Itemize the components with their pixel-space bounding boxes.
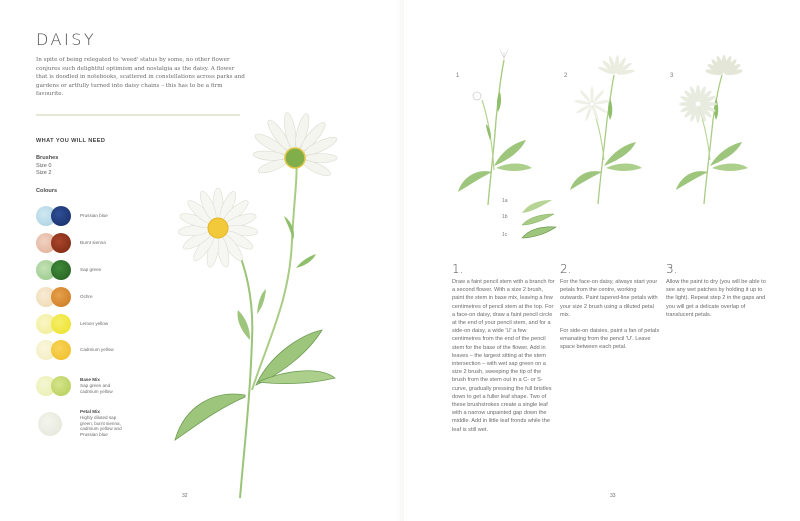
what-you-need-heading: WHAT YOU WILL NEED [36, 138, 106, 144]
mix-description: Highly diluted sap green, burnt sienna, cadmium yellow and Prussian blue [80, 414, 122, 438]
page-number: 32 [182, 493, 188, 499]
step-2-paragraph-2: For side-on daisies, paint a fan of petals emanating from the pencil 'U'. Leave space between each petal. [560, 328, 660, 351]
step-illustrations [404, 0, 800, 240]
colour-label: Cadmium yellow [80, 347, 114, 352]
colour-label: Ochre [80, 294, 93, 299]
mix-name: Base Mix [80, 377, 100, 382]
step-2-text [560, 278, 662, 352]
mix-name: Petal Mix [80, 409, 100, 414]
step-3-number: 3. [666, 262, 678, 276]
step-1-number: 1. [452, 262, 464, 276]
step1-plant [458, 50, 532, 205]
illustration-label-3: 3 [670, 73, 674, 79]
step-2-paragraph-1: For the face-on daisy, always start your petals from the centre, working outwards. Paint tapered-line petals with your size 2 brush using a diluted petal mix. [560, 279, 658, 318]
illustration-label-2: 2 [564, 73, 568, 79]
colour-label: Lemon yellow [80, 321, 109, 326]
brushes-heading: Brushes [36, 155, 59, 161]
illustration-label-1a: 1a [502, 198, 508, 204]
step2-plant [570, 55, 642, 204]
step3-plant [676, 55, 748, 204]
brush-item: Size 2 [36, 170, 52, 177]
colours-heading: Colours [36, 188, 58, 194]
step-1-text: Draw a faint pencil stem with a branch for a second flower. With a size 2 brush, paint the stem in base mix, leaving a few centimetres of pencil stem at the top. For a face-on daisy, draw a faint pencil circle at the end of your pencil stem, and for a side-on daisy, a wide 'U' a few centimetres from the end of the pencil stem for the base of the flower. Add in leaves – the largest sitting at the stem intersection – with wet sap green on a size 2 brush, sweeping the tip of the brush from the stem out in a C- or S-curve, gradually pressing the full bristles down to get a fuller leaf shape. Two of these brushstrokes create a single leaf with a narrow unpainted gap down the middle. Add in little leaf fronds while the leaf is still wet. [452, 279, 555, 433]
colour-label: Sap green [80, 267, 102, 272]
page-number: 33 [610, 493, 616, 499]
intro-paragraph: In spite of being relegated to 'weed' status by some, no other flower conjures such delightful optimism and nostalgia as the daisy. A flower that is doodled in notebooks, scattered in constellations across parks and gardens or artfully turned into daisy chains – this has to be a firm favourite. [36, 57, 245, 98]
step-3-text: Allow the paint to dry (you will be able to see any wet patches by holding it up to the light). Repeat step 2 in the gaps and you will get a delicate overlap of translucent petals. [666, 279, 766, 318]
colour-label: Burnt sienna [80, 240, 106, 245]
mix-description: Sap green and cadmium yellow [80, 382, 113, 394]
illustration-label-1: 1 [456, 73, 460, 79]
illustration-label-1b: 1b [502, 214, 508, 220]
step-2-number: 2. [560, 262, 572, 276]
colour-label: Prussian blue [80, 213, 108, 218]
illustration-label-1c: 1c [502, 232, 508, 238]
page-title: DAISY [36, 30, 97, 49]
brush-item: Size 0 [36, 162, 52, 169]
right-page [404, 0, 800, 521]
